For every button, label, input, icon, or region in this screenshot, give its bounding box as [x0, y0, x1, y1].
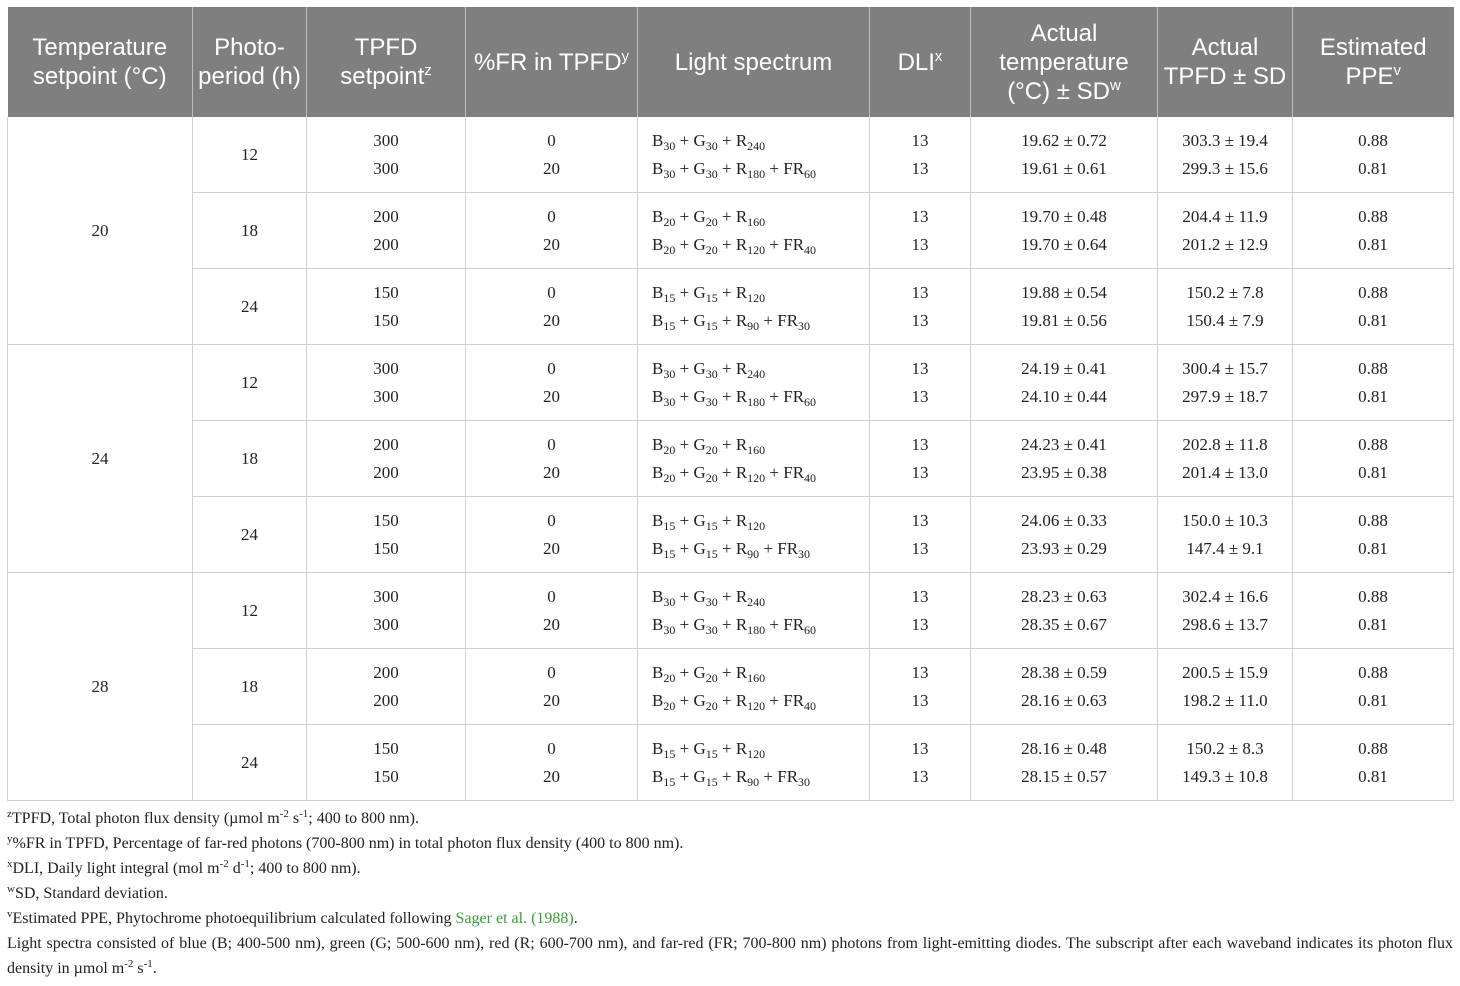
cell-value: 0.88: [1358, 130, 1388, 150]
column-header: Actual TPFD ± SD: [1158, 7, 1293, 117]
cell-value: 0: [547, 282, 556, 302]
cell-value: 150: [373, 766, 399, 786]
cell-value: 0: [547, 662, 556, 682]
light-spectrum-cell: [638, 345, 870, 421]
cell-value: 200: [373, 434, 399, 454]
fr-percent-cell: [466, 193, 638, 269]
footnote-w: $^w$SD, Standard deviation.: [7, 883, 168, 902]
cell-value: 0: [547, 738, 556, 758]
column-header: Actual temperature $(^\circ C) \pm SD^w$: [971, 7, 1158, 117]
estimated-ppe-cell: [1293, 649, 1454, 725]
cell-value: 24.23 ± 0.41: [1021, 434, 1107, 454]
actual-temperature-cell: [971, 725, 1158, 801]
fr-percent-cell: [466, 421, 638, 497]
dli-cell: [870, 269, 971, 345]
light-spectrum-cell: [638, 421, 870, 497]
cell-value: 150.0 ± 10.3: [1182, 510, 1268, 530]
cell-value: 20: [543, 386, 560, 406]
photoperiod-cell: 18: [193, 649, 307, 725]
cell-value: 0.88: [1358, 206, 1388, 226]
estimated-ppe-cell: [1293, 345, 1454, 421]
cell-value: 202.8 ± 11.8: [1182, 434, 1268, 454]
cell-value: 0.81: [1358, 310, 1388, 330]
dli-cell: [870, 573, 971, 649]
cell-value: 200.5 ± 15.9: [1182, 662, 1268, 682]
estimated-ppe-cell: [1293, 193, 1454, 269]
cell-value: 200: [373, 206, 399, 226]
fr-percent-cell: [466, 725, 638, 801]
cell-value: 13: [911, 738, 929, 758]
actual-temperature-cell: [971, 269, 1158, 345]
tpfd-setpoint-cell: [307, 573, 466, 649]
cell-value: 200: [373, 690, 399, 710]
cell-value: 23.93 ± 0.29: [1021, 538, 1107, 558]
cell-value: 149.3 ± 10.8: [1182, 766, 1268, 786]
spectrum-formula: $B_{20} + G_{20} + R_{160}$: [652, 434, 766, 457]
cell-value: 13: [911, 158, 929, 178]
tpfd-setpoint-cell: [307, 193, 466, 269]
tpfd-setpoint-cell: [307, 345, 466, 421]
cell-value: 150: [373, 282, 399, 302]
table-row: [8, 497, 1454, 573]
dli-cell: [870, 649, 971, 725]
cell-value: 300.4 ± 15.7: [1182, 358, 1268, 378]
cell-value: 302.4 ± 16.6: [1182, 586, 1268, 606]
photoperiod-cell: 24: [193, 269, 307, 345]
light-spectrum-cell: [638, 725, 870, 801]
fr-percent-cell: [466, 269, 638, 345]
photoperiod-cell: 18: [193, 193, 307, 269]
actual-temperature-cell: [971, 421, 1158, 497]
cell-value: 28.15 ± 0.57: [1021, 766, 1107, 786]
table-row: [8, 117, 1454, 193]
cell-value: 0.88: [1358, 738, 1388, 758]
table-row: [8, 573, 1454, 649]
column-header: Photo-period (h): [193, 7, 307, 117]
cell-value: 201.2 ± 12.9: [1182, 234, 1268, 254]
cell-value: 150: [373, 510, 399, 530]
actual-tpfd-cell: [1158, 725, 1293, 801]
footnote-spectra: Light spectra consisted of blue (B; 400-500 nm), green (G; 500-600 nm), red (R; 600-700 nm), and far-red (FR; 700-800 nm) photons from light-emitting diodes. The subscript after each waveband indicates its photon flux density in µmol $m^{-2}$ $s^{-1}$.: [7, 935, 1453, 977]
cell-value: 13: [911, 462, 929, 482]
table-body: [8, 117, 1454, 801]
footnotes: [7, 806, 1453, 981]
estimated-ppe-cell: [1293, 269, 1454, 345]
cell-value: 303.3 ± 19.4: [1182, 130, 1268, 150]
cell-value: 13: [911, 434, 929, 454]
table-row: [8, 269, 1454, 345]
cell-value: 28.23 ± 0.63: [1021, 586, 1107, 606]
cell-value: 0.81: [1358, 462, 1388, 482]
light-spectrum-cell: [638, 269, 870, 345]
spectrum-formula: $B_{20} + G_{20} + R_{120} + FR_{40}$: [652, 462, 817, 485]
actual-tpfd-cell: [1158, 573, 1293, 649]
cell-value: 20: [543, 766, 560, 786]
data-table-wrapper: [7, 7, 1453, 801]
estimated-ppe-cell: [1293, 725, 1454, 801]
cell-value: 0.88: [1358, 586, 1388, 606]
cell-value: 147.4 ± 9.1: [1186, 538, 1264, 558]
table-header: [8, 7, 1454, 117]
cell-value: 0.88: [1358, 662, 1388, 682]
cell-value: 0.88: [1358, 282, 1388, 302]
spectrum-formula: $B_{30} + G_{30} + R_{180} + FR_{60}$: [652, 386, 817, 409]
spectrum-formula: $B_{15} + G_{15} + R_{90} + FR_{30}$: [652, 766, 811, 789]
cell-value: 23.95 ± 0.38: [1021, 462, 1107, 482]
cell-value: 0: [547, 510, 556, 530]
cell-value: 204.4 ± 11.9: [1182, 206, 1268, 226]
cell-value: 0: [547, 434, 556, 454]
dli-cell: [870, 345, 971, 421]
citation-link[interactable]: Sager et al. (1988): [455, 910, 574, 927]
light-spectrum-cell: [638, 573, 870, 649]
light-spectrum-cell: [638, 193, 870, 269]
cell-value: 0.81: [1358, 158, 1388, 178]
spectrum-formula: $B_{15} + G_{15} + R_{120}$: [652, 738, 766, 761]
cell-value: 19.70 ± 0.64: [1021, 234, 1107, 254]
cell-value: 0.88: [1358, 510, 1388, 530]
actual-tpfd-cell: [1158, 345, 1293, 421]
cell-value: 0: [547, 206, 556, 226]
cell-value: 13: [911, 614, 929, 634]
cell-value: 13: [911, 662, 929, 682]
actual-temperature-cell: [971, 497, 1158, 573]
cell-value: 13: [911, 358, 929, 378]
dli-cell: [870, 497, 971, 573]
cell-value: 0.81: [1358, 538, 1388, 558]
photoperiod-cell: 12: [193, 573, 307, 649]
cell-value: 13: [911, 206, 929, 226]
cell-value: 150: [373, 310, 399, 330]
cell-value: 150: [373, 538, 399, 558]
temperature-setpoint-cell: 28: [8, 573, 193, 801]
spectrum-formula: $B_{30} + G_{30} + R_{240}$: [652, 130, 766, 153]
cell-value: 19.62 ± 0.72: [1021, 130, 1107, 150]
cell-value: 298.6 ± 13.7: [1182, 614, 1268, 634]
light-spectrum-cell: [638, 117, 870, 193]
footnote-z: $^z$TPFD, Total photon flux density (µmol $m^{-2}$ $s^{-1}$; 400 to 800 nm).: [7, 808, 419, 827]
cell-value: 28.38 ± 0.59: [1021, 662, 1107, 682]
photoperiod-cell: 24: [193, 725, 307, 801]
actual-tpfd-cell: [1158, 269, 1293, 345]
cell-value: 150.2 ± 8.3: [1186, 738, 1264, 758]
dli-cell: [870, 725, 971, 801]
spectrum-formula: $B_{30} + G_{30} + R_{180} + FR_{60}$: [652, 158, 817, 181]
estimated-ppe-cell: [1293, 497, 1454, 573]
cell-value: 24.10 ± 0.44: [1021, 386, 1107, 406]
actual-temperature-cell: [971, 193, 1158, 269]
spectrum-formula: $B_{20} + G_{20} + R_{120} + FR_{40}$: [652, 234, 817, 257]
table-row: [8, 725, 1454, 801]
fr-percent-cell: [466, 649, 638, 725]
cell-value: 0.88: [1358, 358, 1388, 378]
temperature-setpoint-cell: 20: [8, 117, 193, 345]
temperature-setpoint-cell: 24: [8, 345, 193, 573]
actual-temperature-cell: [971, 345, 1158, 421]
cell-value: 0: [547, 130, 556, 150]
tpfd-setpoint-cell: [307, 725, 466, 801]
column-header: %FR in TPFD$^y$: [466, 7, 638, 117]
dli-cell: [870, 193, 971, 269]
cell-value: 150: [373, 738, 399, 758]
actual-temperature-cell: [971, 117, 1158, 193]
cell-value: 0.81: [1358, 386, 1388, 406]
photoperiod-cell: 12: [193, 117, 307, 193]
spectrum-formula: $B_{30} + G_{30} + R_{240}$: [652, 586, 766, 609]
tpfd-setpoint-cell: [307, 117, 466, 193]
table-row: [8, 193, 1454, 269]
cell-value: 13: [911, 282, 929, 302]
fr-percent-cell: [466, 573, 638, 649]
cell-value: 13: [911, 690, 929, 710]
data-table: [7, 7, 1454, 801]
table-row: [8, 421, 1454, 497]
cell-value: 0.81: [1358, 614, 1388, 634]
cell-value: 20: [543, 614, 560, 634]
cell-value: 0.88: [1358, 434, 1388, 454]
tpfd-setpoint-cell: [307, 269, 466, 345]
header-row: [8, 7, 1454, 117]
cell-value: 0: [547, 358, 556, 378]
cell-value: 13: [911, 234, 929, 254]
cell-value: 299.3 ± 15.6: [1182, 158, 1268, 178]
spectrum-formula: $B_{15} + G_{15} + R_{90} + FR_{30}$: [652, 538, 811, 561]
cell-value: 20: [543, 158, 560, 178]
tpfd-setpoint-cell: [307, 649, 466, 725]
cell-value: 13: [911, 510, 929, 530]
cell-value: 20: [543, 690, 560, 710]
actual-tpfd-cell: [1158, 497, 1293, 573]
cell-value: 13: [911, 310, 929, 330]
estimated-ppe-cell: [1293, 117, 1454, 193]
dli-cell: [870, 421, 971, 497]
cell-value: 198.2 ± 11.0: [1182, 690, 1268, 710]
spectrum-formula: $B_{30} + G_{30} + R_{180} + FR_{60}$: [652, 614, 817, 637]
cell-value: 300: [373, 614, 399, 634]
cell-value: 20: [543, 234, 560, 254]
photoperiod-cell: 24: [193, 497, 307, 573]
cell-value: 300: [373, 586, 399, 606]
cell-value: 19.81 ± 0.56: [1021, 310, 1107, 330]
estimated-ppe-cell: [1293, 421, 1454, 497]
tpfd-setpoint-cell: [307, 497, 466, 573]
column-header: Light spectrum: [638, 7, 870, 117]
cell-value: 19.70 ± 0.48: [1021, 206, 1107, 226]
cell-value: 24.06 ± 0.33: [1021, 510, 1107, 530]
spectrum-formula: $B_{20} + G_{20} + R_{160}$: [652, 662, 766, 685]
actual-tpfd-cell: [1158, 649, 1293, 725]
footnote-x: $^x$DLI, Daily light integral (mol $m^{-2}$ $d^{-1}$; 400 to 800 nm).: [7, 858, 361, 877]
spectrum-formula: $B_{15} + G_{15} + R_{120}$: [652, 510, 766, 533]
cell-value: 28.16 ± 0.63: [1021, 690, 1107, 710]
tpfd-setpoint-cell: [307, 421, 466, 497]
column-header: DLI$^x$: [870, 7, 971, 117]
light-spectrum-cell: [638, 497, 870, 573]
cell-value: 300: [373, 386, 399, 406]
footnote-y: $^y$%FR in TPFD, Percentage of far-red photons (700-800 nm) in total photon flux density (400 to 800 nm).: [7, 833, 684, 852]
column-header: TPFD setpoint$^z$: [307, 7, 466, 117]
cell-value: 13: [911, 766, 929, 786]
cell-value: 0.81: [1358, 234, 1388, 254]
cell-value: 200: [373, 462, 399, 482]
cell-value: 20: [543, 462, 560, 482]
spectrum-formula: $B_{20} + G_{20} + R_{120} + FR_{40}$: [652, 690, 817, 713]
actual-temperature-cell: [971, 649, 1158, 725]
actual-tpfd-cell: [1158, 421, 1293, 497]
cell-value: 0: [547, 586, 556, 606]
cell-value: 300: [373, 358, 399, 378]
cell-value: 200: [373, 662, 399, 682]
cell-value: 300: [373, 158, 399, 178]
cell-value: 150.4 ± 7.9: [1186, 310, 1264, 330]
fr-percent-cell: [466, 117, 638, 193]
actual-temperature-cell: [971, 573, 1158, 649]
cell-value: 13: [911, 538, 929, 558]
actual-tpfd-cell: [1158, 193, 1293, 269]
cell-value: 19.61 ± 0.61: [1021, 158, 1107, 178]
spectrum-formula: $B_{20} + G_{20} + R_{160}$: [652, 206, 766, 229]
table-row: [8, 649, 1454, 725]
cell-value: 28.16 ± 0.48: [1021, 738, 1107, 758]
light-spectrum-cell: [638, 649, 870, 725]
column-header: Temperature setpoint (°C): [8, 7, 193, 117]
fr-percent-cell: [466, 345, 638, 421]
cell-value: 150.2 ± 7.8: [1186, 282, 1264, 302]
cell-value: 13: [911, 386, 929, 406]
cell-value: 297.9 ± 18.7: [1182, 386, 1268, 406]
spectrum-formula: $B_{15} + G_{15} + R_{120}$: [652, 282, 766, 305]
fr-percent-cell: [466, 497, 638, 573]
cell-value: 0.81: [1358, 766, 1388, 786]
cell-value: 300: [373, 130, 399, 150]
footnote-v: $^v$Estimated PPE, Phytochrome photoequilibrium calculated following Sager et al. (1988).: [7, 908, 578, 927]
photoperiod-cell: 18: [193, 421, 307, 497]
cell-value: 28.35 ± 0.67: [1021, 614, 1107, 634]
actual-tpfd-cell: [1158, 117, 1293, 193]
table-row: [8, 345, 1454, 421]
photoperiod-cell: 12: [193, 345, 307, 421]
cell-value: 201.4 ± 13.0: [1182, 462, 1268, 482]
cell-value: 24.19 ± 0.41: [1021, 358, 1107, 378]
cell-value: 19.88 ± 0.54: [1021, 282, 1107, 302]
cell-value: 200: [373, 234, 399, 254]
cell-value: 13: [911, 586, 929, 606]
cell-value: 20: [543, 538, 560, 558]
cell-value: 20: [543, 310, 560, 330]
cell-value: 13: [911, 130, 929, 150]
spectrum-formula: $B_{30} + G_{30} + R_{240}$: [652, 358, 766, 381]
dli-cell: [870, 117, 971, 193]
cell-value: 0.81: [1358, 690, 1388, 710]
column-header: Estimated PPE$^v$: [1293, 7, 1454, 117]
estimated-ppe-cell: [1293, 573, 1454, 649]
spectrum-formula: $B_{15} + G_{15} + R_{90} + FR_{30}$: [652, 310, 811, 333]
